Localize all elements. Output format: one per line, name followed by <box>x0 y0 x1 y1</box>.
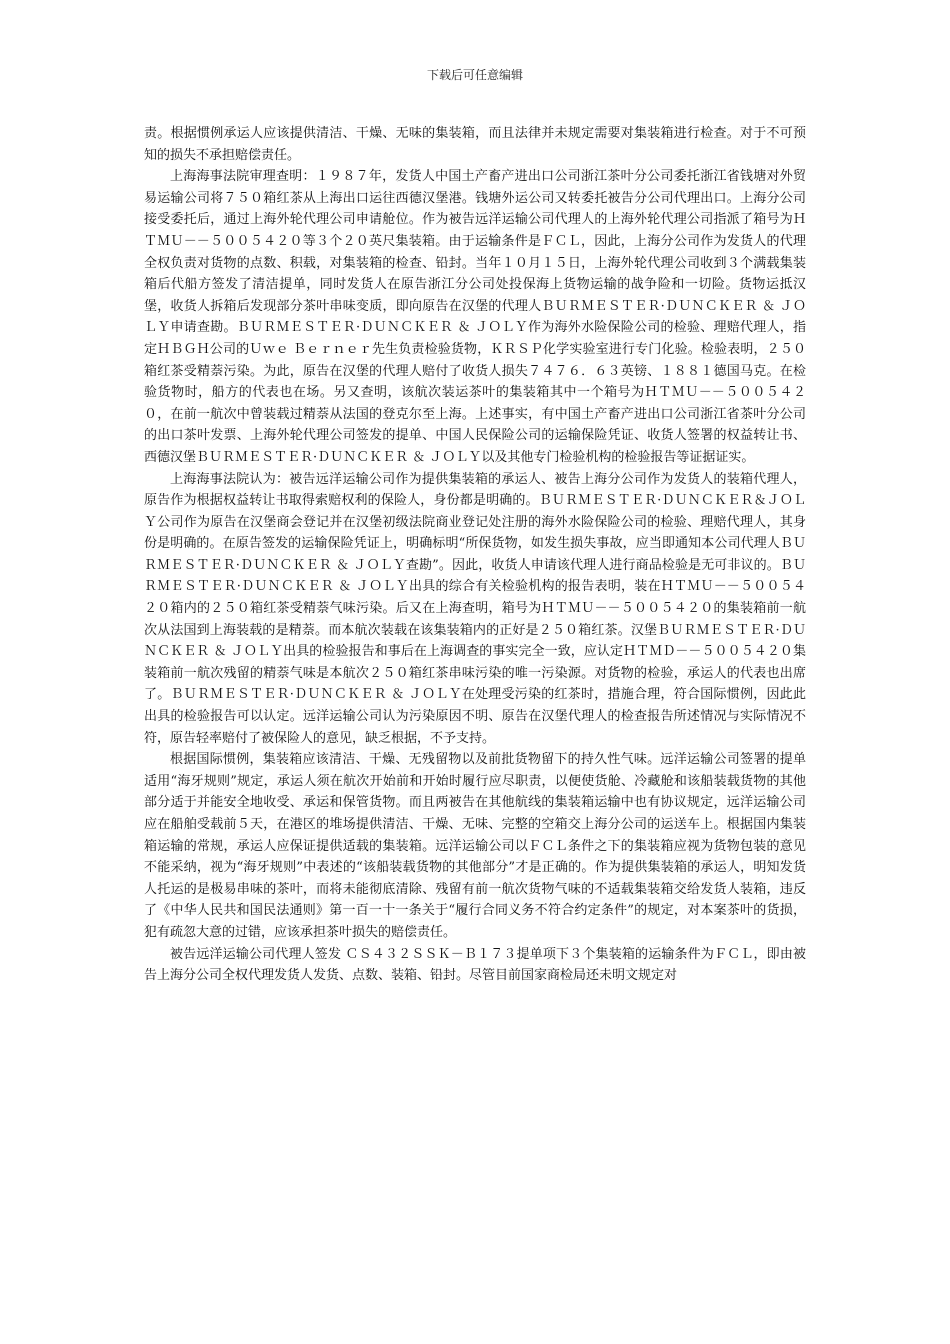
paragraph-court-findings: 上海海事法院审理查明：１９８７年，发货人中国土产畜产进出口公司浙江茶叶分公司委托浙江省钱塘对外贸易运输公司将７５０箱红茶从上海出口运往西德汉堡港。钱塘外运公司又转委托被告分公司代理出口。上海分公司接受委托后，通过上海外轮代理公司申请舱位。作为被告远洋运输公司代理人的上海外轮代理公司指派了箱号为ＨＴＭＵ－－５００５４２０等３个２０英尺集装箱。由于运输条件是ＦＣＬ，因此，上海分公司作为发货人的代理全权负责对货物的点数、积载，对集装箱的检查、铅封。当年１０月１５日，上海外轮代理公司收到３个满载集装箱后代船方签发了清洁提单，同时发货人在原告浙江分公司处投保海上货物运输的战争险和一切险。货物运抵汉堡，收货人拆箱后发现部分茶叶串味变质，即向原告在汉堡的代理人ＢＵＲＭＥＳＴＥＲ·ＤＵＮＣＫＥＲ ＆ ＪＯＬＹ申请查勘。ＢＵＲＭＥＳＴＥＲ·ＤＵＮＣＫＥＲ ＆ ＪＯＬＹ作为海外水险保险公司的检验、理赔代理人，指定ＨＢＧＨ公司的Ｕｗｅ Ｂｅｒｎｅｒ先生负责检验货物，ＫＲＳＰ化学实验室进行专门化验。检验表明，２５０箱红茶受精萘污染。为此，原告在汉堡的代理人赔付了收货人损失７４７６．６３英镑、１８８１德国马克。在检验货物时，船方的代表也在场。另又查明，该航次装运茶叶的集装箱其中一个箱号为ＨＴＭＵ－－５００５４２０，在前一航次中曾装载过精萘从法国的登克尔至上海。上述事实，有中国土产畜产进出口公司浙江省茶叶分公司的出口茶叶发票、上海外轮代理公司签发的提单、中国人民保险公司的运输保险凭证、收货人签署的权益转让书、西德汉堡ＢＵＲＭＥＳＴＥＲ·ＤＵＮＣＫＥＲ ＆ ＪＯＬＹ以及其他专门检验机构的检验报告等证据证实。 <box>144 169 806 465</box>
paragraph-bill-of-lading: 被告远洋运输公司代理人签发 ＣＳ４３２ＳＳＫ－Ｂ１７３提单项下３个集装箱的运输条件为ＦＣＬ，即由被告上海分公司全权代理发货人发货、点数、装箱、铅封。尽管目前国家商检局还未明文规定对 <box>144 946 806 984</box>
paragraph-international-practice: 根据国际惯例，集装箱应该清洁、干燥、无残留物以及前批货物留下的持久性气味。远洋运输公司签署的提单适用“海牙规则”规定，承运人须在航次开始前和开始时履行应尽职责，以便使货舱、冷藏舱和该船装载货物的其他部分适于并能安全地收受、承运和保管货物。而且两被告在其他航线的集装箱运输中也有协议规定，远洋运输公司应在船舶受载前５天，在港区的堆场提供清洁、干燥、无味、完整的空箱交上海分公司的运送车上。根据国内集装箱运输的常规，承运人应保证提供适载的集装箱。远洋运输公司以ＦＣＬ条件之下的集装箱应视为货物包装的意见不能采纳，视为“海牙规则”中表述的“该船装载货物的其他部分”才是正确的。作为提供集装箱的承运人，明知发货人托运的是极易串味的茶叶，而将未能彻底清除、残留有前一航次货物气味的不适载集装箱交给发货人装箱，违反了《中华人民共和国民法通则》第一百一十一条关于“履行合同义务不符合约定条件”的规定，对本案茶叶的货损，犯有疏忽大意的过错，应该承担茶叶损失的赔偿责任。 <box>144 752 806 940</box>
paragraph-court-opinion: 上海海事法院认为：被告远洋运输公司作为提供集装箱的承运人、被告上海分公司作为发货人的装箱代理人，原告作为根据权益转让书取得索赔权利的保险人，身份都是明确的。ＢＵＲＭＥＳＴＥＲ·ＤＵＮＣＫＥＲ＆ＪＯＬＹ公司作为原告在汉堡商会登记并在汉堡初级法院商业登记处注册的海外水险保险公司的检验、理赔代理人，其身份是明确的。在原告签发的运输保险凭证上，明确标明“所保货物，如发生损失事故，应当即通知本公司代理人ＢＵＲＭＥＳＴＥＲ·ＤＵＮＣＫＥＲ ＆ ＪＯＬＹ查勘”。因此，收货人申请该代理人进行商品检验是无可非议的。ＢＵＲＭＥＳＴＥＲ·ＤＵＮＣＫＥＲ ＆ ＪＯＬＹ出具的综合有关检验机构的报告表明，装在ＨＴＭＵ－－５００５４２０箱内的２５０箱红茶受精萘气味污染。后又在上海查明，箱号为ＨＴＭＵ－－５００５４２０的集装箱前一航次从法国到上海装载的是精萘。而本航次装载在该集装箱内的正好是２５０箱红茶。汉堡ＢＵＲＭＥＳＴＥＲ·ＤＵＮＣＫＥＲ ＆ ＪＯＬＹ出具的检验报告和事后在上海调查的事实完全一致，应认定ＨＴＭＤ－－５００５４２０集装箱前一航次残留的精萘气味是本航次２５０箱红茶串味污染的唯一污染源。对货物的检验，承运人的代表也出席了。ＢＵＲＭＥＳＴＥＲ·ＤＵＮＣＫＥＲ ＆ ＪＯＬＹ在处理受污染的红茶时，措施合理，符合国际惯例，因此此出具的检验报告可以认定。远洋运输公司认为污染原因不明、原告在汉堡代理人的检查报告所述情况与实际情况不符，原告轻率赔付了被保险人的意见，缺乏根据，不予支持。 <box>144 471 806 746</box>
paragraph-continued: 责。根据惯例承运人应该提供清洁、干燥、无味的集装箱，而且法律并未规定需要对集装箱进行检查。对于不可预知的损失不承担赔偿责任。 <box>144 126 806 163</box>
page-header: 下载后可任意编辑 <box>426 68 523 82</box>
document-body <box>144 123 806 987</box>
